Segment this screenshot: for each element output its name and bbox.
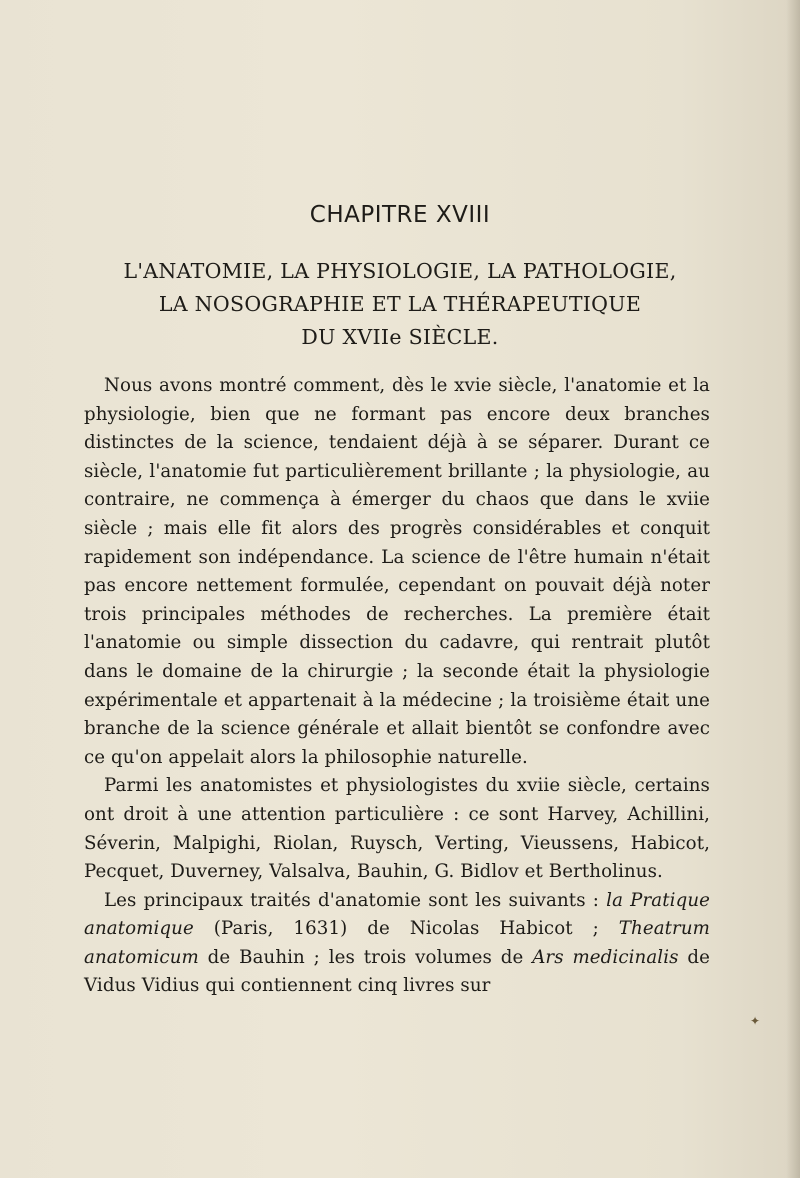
paragraph-3-segment: la Pratique anatomique <box>84 889 711 940</box>
paragraph-3 <box>84 887 710 1001</box>
paragraph-1: Nous avons montré comment, dès le xvie siècle, l'anatomie et la physiologie, bien que ne formant pas encore deux branches distinctes de la science, tendaient déjà à se séparer. Durant ce siècle, l'anatomie fut particulièrement brillante ; la physiologie, au contraire, ne commença à émerger du chaos que dans le xviie siècle ; mais elle fit alors des progrès considérables et conquit rapidement son indépendance. La science de l'être humain n'était pas encore nettement formulée, cependant on pouvait déjà noter trois principales méthodes de recherches. La première était l'anatomie ou simple dissection du cadavre, qui rentrait plutôt dans le domaine de la chirurgie ; la seconde était la physiologie expérimentale et appartenait à la médecine ; la troisième était une branche de la science générale et allait bientôt se confondre avec ce qu'on appelait alors la philosophie naturelle. <box>84 375 710 768</box>
paragraph-3-segment: Ars medicinalis <box>532 946 679 968</box>
title-line-1: L'ANATOMIE, LA PHYSIOLOGIE, LA PATHOLOGIE, <box>123 259 677 283</box>
paragraph-3-segment: de Bauhin ; les trois volumes de <box>198 946 533 968</box>
title-line-2: LA NOSOGRAPHIE ET LA THÉRAPEUTIQUE <box>158 292 642 316</box>
title-line-3: DU XVIIe SIÈCLE. <box>301 325 499 349</box>
paragraph-3-segment: Theatrum anatomicum <box>84 918 710 968</box>
paragraph-3-segment: Les principaux traités d'anatomie sont les suivants : <box>104 889 607 911</box>
paragraph-3-segment: (Paris, 1631) de Nicolas Habicot ; <box>193 918 619 940</box>
paragraph-3-segment: de Vidus Vidius qui contiennent cinq livres sur <box>84 946 710 997</box>
ink-speck: ✦ <box>749 1014 760 1028</box>
page-edge-shadow <box>786 0 800 1178</box>
chapter-heading: CHAPITRE XVIII <box>309 202 491 228</box>
chapter-title <box>60 255 740 354</box>
body-text <box>84 372 710 1001</box>
paragraph-2: Parmi les anatomistes et physiologistes du xviie siècle, certains ont droit à une attention particulière : ce sont Harvey, Achillini, Séverin, Malpighi, Riolan, Ruysch, Verting, Vieussens, Habicot, Pecquet, Duverney, Valsalva, Bauhin, G. Bidlov et Bertholinus. <box>84 775 710 883</box>
